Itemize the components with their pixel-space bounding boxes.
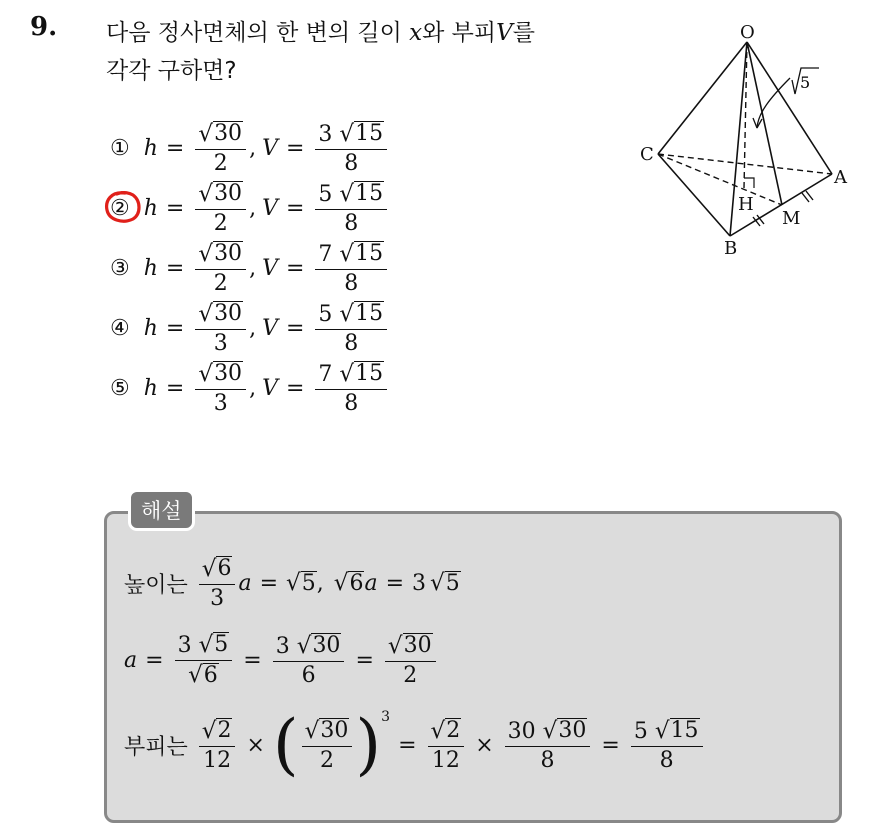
vertex-b-label: B (724, 238, 738, 259)
choice-item[interactable] (110, 298, 390, 358)
fraction: 3 √ 30 6 (273, 633, 345, 686)
radicand: 6 (349, 570, 364, 596)
radicand: 15 (355, 361, 384, 387)
denominator: 8 (540, 747, 555, 773)
fraction: √ 30 3 (195, 301, 246, 354)
point-h-label: H (738, 194, 754, 215)
equals-sign: = (385, 570, 405, 596)
fraction: 5 √ 15 8 (315, 181, 387, 234)
equals-sign: = (165, 195, 185, 221)
radicand: 30 (214, 121, 243, 147)
question-number: 9. (30, 12, 58, 42)
tetrahedron-figure (620, 18, 860, 268)
equals-sign: = (145, 647, 164, 673)
coefficient: 5 (318, 302, 333, 328)
separator: , (316, 570, 324, 596)
comma: , (249, 195, 257, 221)
choice-number: ⑤ (110, 375, 130, 401)
radicand: 15 (355, 301, 384, 327)
fraction: 7 √ 15 8 (315, 361, 387, 414)
coefficient: 5 (633, 719, 648, 745)
equals-sign: = (285, 195, 305, 221)
question-text-part: 다음 정사면체의 한 변의 길이 (106, 20, 410, 46)
fraction: √ 30 2 (385, 633, 436, 686)
exponent: 3 (381, 709, 391, 725)
radicand: 15 (355, 241, 384, 267)
times-sign: × (246, 732, 265, 758)
denominator: 12 (431, 747, 460, 773)
radicand: 30 (320, 718, 349, 744)
equals-sign: = (165, 315, 185, 341)
var-v: V (496, 20, 513, 46)
equals-sign: = (285, 375, 305, 401)
question-text-line2: 각각 구하면? (106, 58, 237, 84)
choice-number: ③ (110, 255, 130, 281)
fraction: 5 √ 15 8 (315, 301, 387, 354)
denominator: 3 (213, 330, 228, 356)
denominator: 8 (344, 390, 359, 416)
equals-sign: = (165, 375, 185, 401)
equals-sign: = (165, 255, 185, 281)
equals-sign: = (601, 732, 620, 758)
fraction: √ 30 2 (195, 181, 246, 234)
question-text-part: 를 (512, 20, 535, 46)
fraction: √ 2 12 (199, 718, 236, 771)
coefficient: 3 (318, 122, 333, 148)
choice-item[interactable] (110, 118, 390, 178)
radicand: 6 (203, 662, 218, 688)
denominator: 8 (344, 270, 359, 296)
radicand: 30 (312, 633, 341, 659)
vertex-a-label: A (834, 167, 847, 188)
fraction: 30 √ 30 8 (505, 718, 591, 771)
denominator: 2 (320, 747, 335, 773)
answer-mark-circle (103, 189, 143, 225)
equals-sign: = (398, 732, 417, 758)
denominator: 2 (213, 210, 228, 236)
solution-tag: 해설 (128, 489, 195, 531)
radicand: 2 (217, 718, 232, 744)
fraction: √ 2 12 (428, 718, 465, 771)
var-h: h (143, 135, 158, 161)
var-h: h (143, 375, 158, 401)
coefficient: 30 (507, 719, 536, 745)
radicand: 5 (445, 570, 460, 596)
var-v: V (262, 375, 278, 401)
edge-oa (747, 42, 832, 174)
var-a: a (238, 570, 252, 596)
var-h: h (143, 315, 158, 341)
fraction: 3 √ 15 8 (315, 121, 387, 174)
coefficient: 7 (318, 242, 333, 268)
denominator: 8 (344, 210, 359, 236)
radicand: 6 (217, 556, 232, 582)
height-label: 높이는 (124, 572, 188, 598)
radicand: 30 (214, 181, 243, 207)
fraction: √ 6 3 (199, 556, 236, 609)
left-paren: ( (272, 706, 299, 783)
question-text-line1 (106, 14, 535, 47)
edge-oc (658, 42, 747, 154)
var-a: a (124, 647, 138, 673)
solution-line-volume (124, 705, 706, 785)
comma: , (249, 135, 257, 161)
choice-item[interactable] (110, 358, 390, 418)
denominator: 3 (210, 585, 225, 611)
var-v: V (262, 135, 278, 161)
solution-line-a (124, 625, 439, 695)
denominator: 2 (403, 662, 418, 688)
radicand: 30 (214, 361, 243, 387)
choice-number: ① (110, 135, 130, 161)
edge-length-label: 5 (800, 73, 811, 92)
fraction: √ 30 2 (195, 241, 246, 294)
denominator: 8 (344, 330, 359, 356)
denominator: 8 (659, 747, 674, 773)
equals-sign: = (165, 135, 185, 161)
choice-number: ④ (110, 315, 130, 341)
equals-sign: = (259, 570, 279, 596)
equals-sign: = (285, 255, 305, 281)
var-h: h (143, 195, 158, 221)
comma: , (249, 315, 257, 341)
choice-item[interactable] (110, 178, 390, 238)
comma: , (249, 375, 257, 401)
fraction: 3 √ 5 √ 6 (175, 632, 233, 687)
radicand: 2 (446, 718, 461, 744)
var-v: V (262, 195, 278, 221)
coefficient: 5 (318, 182, 333, 208)
equals-sign: = (285, 135, 305, 161)
var-h: h (143, 255, 158, 281)
var-v: V (262, 315, 278, 341)
denominator: 3 (213, 390, 228, 416)
equals-sign: = (285, 315, 305, 341)
radicand: 30 (214, 301, 243, 327)
radicand: 15 (355, 181, 384, 207)
radicand: 15 (670, 718, 699, 744)
vertex-c-label: C (640, 144, 654, 165)
question-text-part: 와 부피 (422, 20, 497, 46)
point-m-label: M (782, 208, 801, 229)
radicand: 15 (355, 121, 384, 147)
var-a: a (364, 570, 378, 596)
choice-number: ② (110, 195, 130, 221)
radicand: 30 (403, 633, 432, 659)
times-sign: × (475, 732, 494, 758)
denominator: 12 (203, 747, 232, 773)
fraction: 5 √ 15 8 (631, 718, 703, 771)
radicand: 5 (301, 570, 316, 596)
var-v: V (262, 255, 278, 281)
segment-om (747, 42, 782, 205)
edge-cb (658, 154, 730, 236)
equals-sign: = (355, 647, 374, 673)
equals-sign: = (243, 647, 262, 673)
vertex-o-label: O (740, 22, 755, 43)
coefficient: 3 (412, 570, 427, 596)
denominator: 2 (213, 270, 228, 296)
fraction: √ 30 2 (302, 718, 353, 771)
radicand: 30 (558, 718, 587, 744)
radicand: 5 (214, 632, 229, 658)
var-x: x (409, 20, 423, 46)
denominator: 6 (301, 662, 316, 688)
coefficient: 3 (275, 634, 290, 660)
radicand: 30 (214, 241, 243, 267)
coefficient: 3 (177, 633, 192, 659)
denominator: 8 (344, 150, 359, 176)
right-angle-mark (744, 178, 754, 188)
denominator: 2 (213, 150, 228, 176)
fraction: 7 √ 15 8 (315, 241, 387, 294)
comma: , (249, 255, 257, 281)
fraction: √ 30 2 (195, 121, 246, 174)
volume-label: 부피는 (124, 734, 188, 760)
right-paren: ) (355, 706, 382, 783)
choice-item[interactable] (110, 238, 390, 298)
coefficient: 7 (318, 362, 333, 388)
fraction: √ 30 3 (195, 361, 246, 414)
solution-line-height: 높이는 √ 6 3 a = √ 5 , √ 6 a = 3 √ 5 (124, 556, 460, 611)
